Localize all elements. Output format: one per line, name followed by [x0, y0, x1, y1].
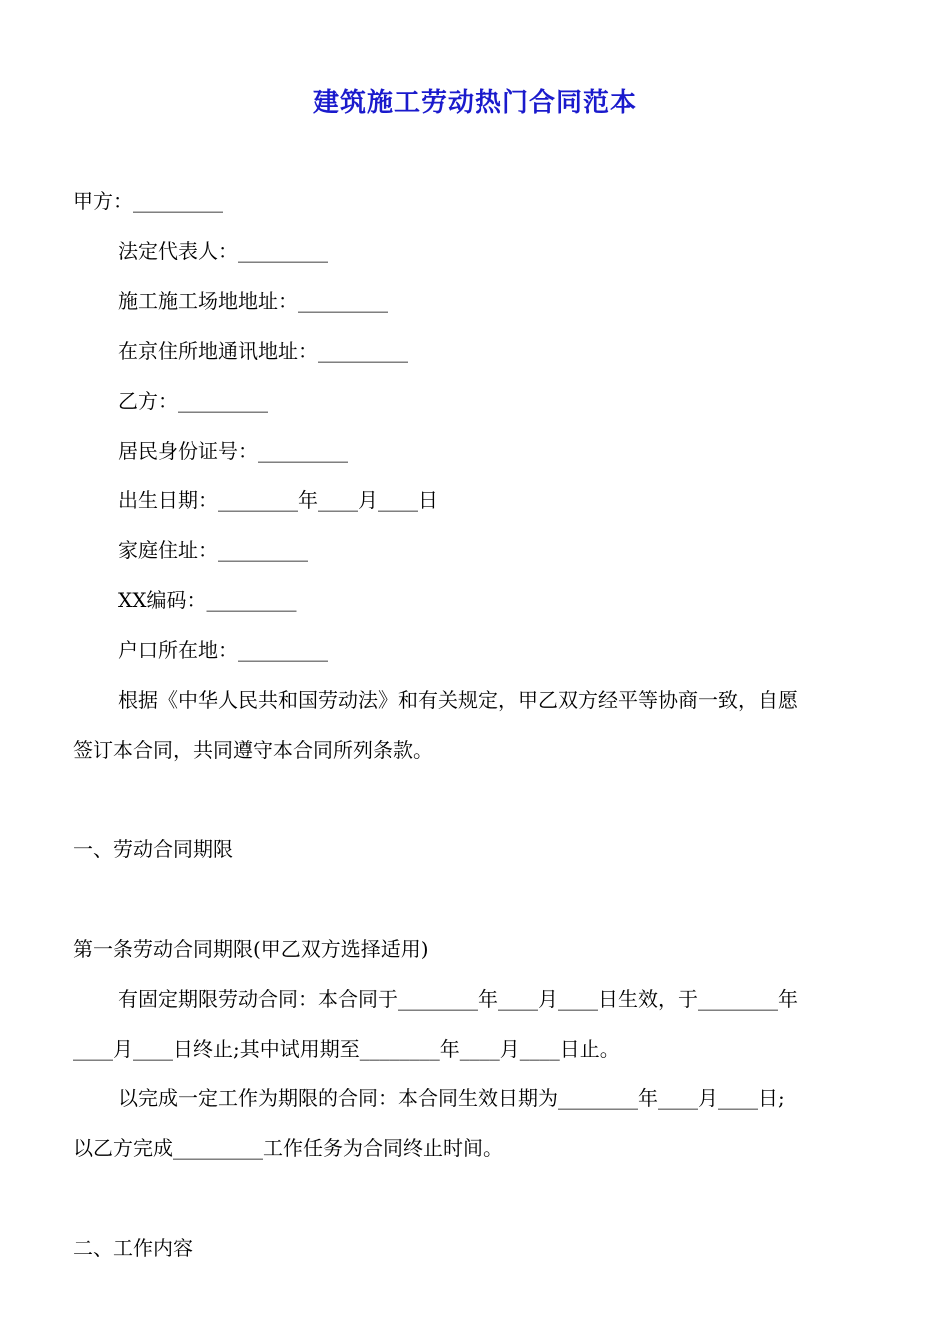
beijing-address-line: 在京住所地通讯地址：_________: [118, 339, 408, 363]
task-term-line-1: 以完成一定工作为期限的合同：本合同生效日期为________年____月____日;: [118, 1086, 785, 1110]
id-number-line: 居民身份证号：_________: [118, 439, 348, 463]
preamble-line-1: 根据《中华人民共和国劳动法》和有关规定，甲乙双方经平等协商一致，自愿: [118, 688, 798, 712]
document-title: 建筑施工劳动热门合同范本: [312, 88, 637, 118]
fixed-term-line-1: 有固定期限劳动合同：本合同于________年____月____日生效，于________年: [118, 987, 798, 1011]
section-2-heading: 二、工作内容: [73, 1236, 193, 1260]
preamble-line-2: 签订本合同，共同遵守本合同所列条款。: [73, 738, 433, 762]
site-address-line: 施工施工场地地址：_________: [118, 289, 388, 313]
household-registration-line: 户口所在地：_________: [118, 638, 328, 662]
article-1-heading: 第一条劳动合同期限(甲乙双方选择适用): [73, 937, 429, 961]
postal-code-line: XX编码：_________: [118, 588, 297, 612]
party-a-line: 甲方：_________: [73, 189, 223, 213]
fixed-term-line-2: ____月____日终止;其中试用期至________年____月____日止。: [73, 1037, 620, 1061]
section-1-heading: 一、劳动合同期限: [73, 837, 233, 861]
birth-date-line: 出生日期：________年____月____日: [118, 488, 438, 512]
legal-representative-line: 法定代表人：_________: [118, 239, 328, 263]
party-b-line: 乙方：_________: [118, 389, 268, 413]
task-term-line-2: 以乙方完成_________工作任务为合同终止时间。: [73, 1136, 503, 1160]
home-address-line: 家庭住址：_________: [118, 538, 308, 562]
